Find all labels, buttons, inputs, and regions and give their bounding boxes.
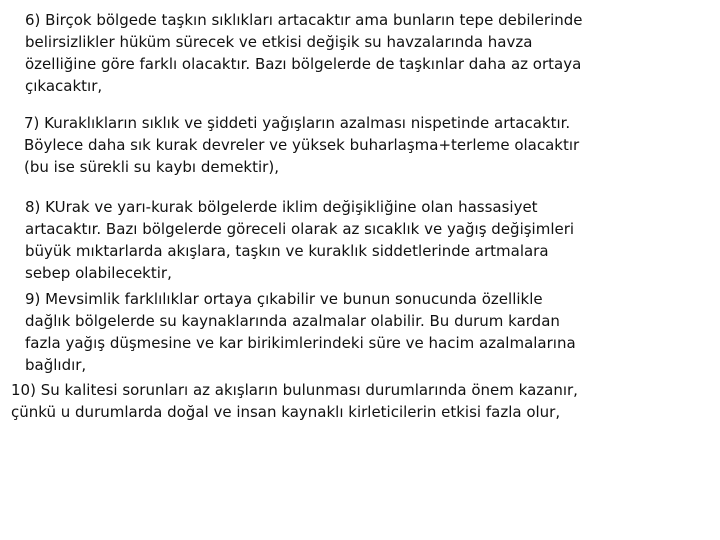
list-item-8: [25, 196, 685, 284]
item-7-line-2: Böylece daha sık kurak devreler ve yüksek buharlaşma+terleme olacaktır: [24, 136, 580, 154]
item-7-line-3: (bu ise sürekli su kaybı demektir),: [24, 158, 279, 176]
item-9-line-1: 9) Mevsimlik farklılıklar ortaya çıkabilir ve bunun sonucunda özellikle: [25, 290, 543, 308]
item-8-line-2: artacaktır. Bazı bölgelerde göreceli olarak az sıcaklık ve yağış değişimleri: [25, 220, 575, 238]
item-6-line-4: çıkacaktır,: [25, 77, 103, 95]
item-8-line-3: büyük mıktarlarda akışlara, taşkın ve kuraklık siddetlerinde artmalara: [25, 242, 549, 260]
item-10-line-1: 10) Su kalitesi sorunları az akışların bulunması durumlarında önem kazanır,: [11, 381, 578, 399]
item-9-line-4: bağlıdır,: [25, 356, 87, 374]
item-8-line-1: 8) KUrak ve yarı-kurak bölgelerde iklim değişikliğine olan hassasiyet: [25, 198, 538, 216]
item-6-line-2: belirsizlikler hüküm sürecek ve etkisi değişik su havzalarında havza: [25, 33, 533, 51]
item-7-line-1: 7) Kuraklıkların sıklık ve şiddeti yağışların azalması nispetinde artacaktır.: [24, 114, 571, 132]
item-8-line-4: sebep olabilecektir,: [25, 264, 172, 282]
list-item-7: [24, 112, 702, 178]
item-10-line-2: çünkü u durumlarda doğal ve insan kaynaklı kirleticilerin etkisi fazla olur,: [11, 403, 561, 421]
item-6-line-1: 6) Birçok bölgede taşkın sıklıkları artacaktır ama bunların tepe debilerinde: [25, 11, 583, 29]
item-9-line-3: fazla yağış düşmesine ve kar birikimlerindeki süre ve hacim azalmalarına: [25, 334, 576, 352]
item-9-line-2: dağlık bölgelerde su kaynaklarında azalmalar olabilir. Bu durum kardan: [25, 312, 560, 330]
list-item-6: [25, 9, 697, 97]
list-item-10: [11, 379, 713, 423]
list-item-9: [25, 288, 695, 376]
item-6-line-3: özelliğine göre farklı olacaktır. Bazı bölgelerde de taşkınlar daha az ortaya: [25, 55, 582, 73]
